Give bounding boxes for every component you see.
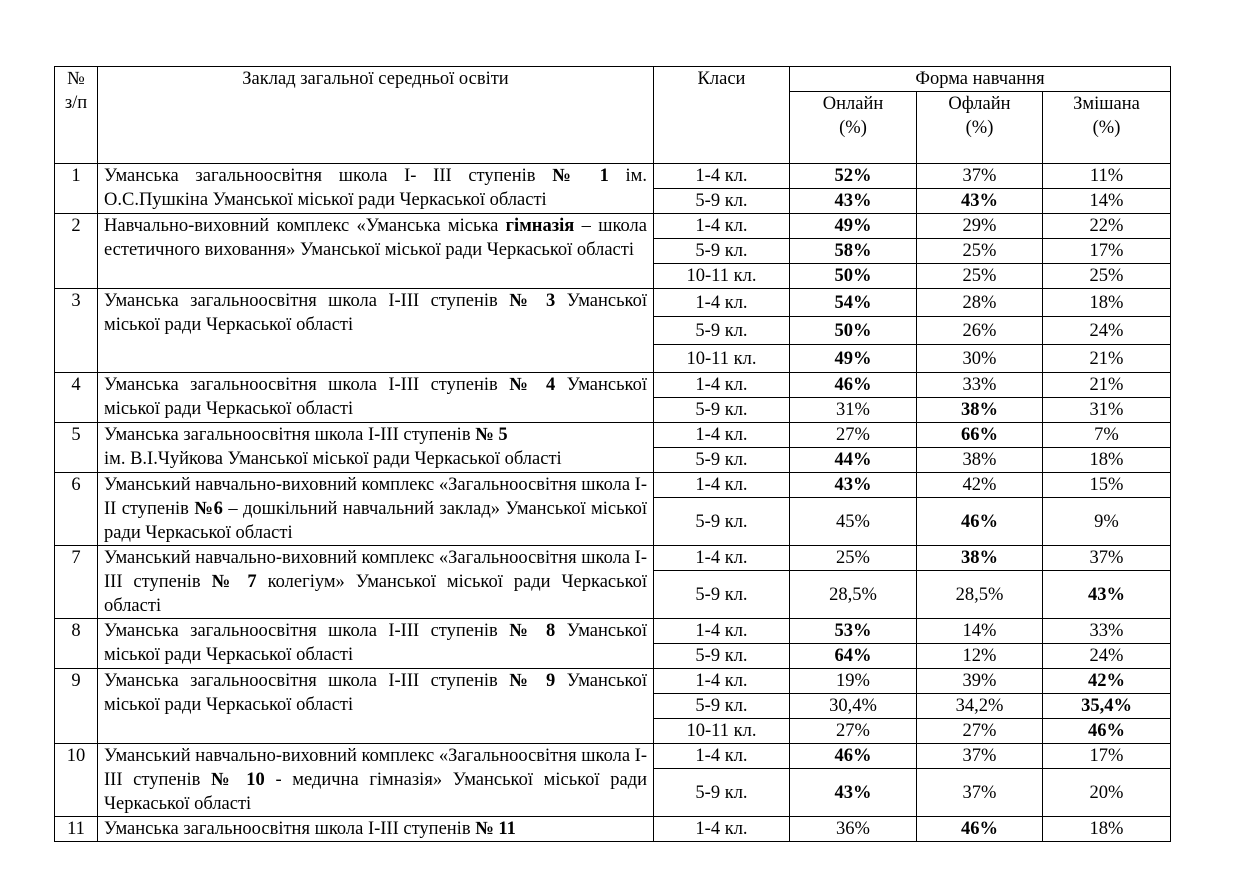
- table-row: [55, 473, 1171, 498]
- row-number: 4: [55, 373, 98, 423]
- online-percent: 45%: [790, 498, 917, 546]
- online-percent: 25%: [790, 546, 917, 571]
- school-name-part: - медична гімназія» Уманської міської ради Черкаської області: [104, 770, 648, 814]
- school-name-part: Уманська загальноосвітня школа І-ІІІ ступенів: [104, 291, 510, 311]
- school-name-part: ім. О.С.Пушкіна Уманської міської ради Черкаської області: [104, 166, 647, 210]
- offline-percent: 42%: [917, 473, 1043, 498]
- school-name-part: Уманська загальноосвітня школа І-ІІІ ступенів: [104, 375, 510, 395]
- offline-percent: 28%: [917, 289, 1043, 317]
- mixed-percent: 42%: [1043, 669, 1171, 694]
- online-percent: 50%: [790, 317, 917, 345]
- online-percent: 52%: [790, 164, 917, 189]
- grade-range: 1-4 кл.: [654, 669, 790, 694]
- offline-percent: 38%: [917, 448, 1043, 473]
- school-name: [98, 214, 654, 289]
- school-number: № 8: [509, 621, 556, 641]
- school-number: №6: [194, 499, 223, 519]
- mixed-percent: 18%: [1043, 289, 1171, 317]
- row-number: 6: [55, 473, 98, 546]
- offline-percent: 33%: [917, 373, 1043, 398]
- online-percent: 64%: [790, 644, 917, 669]
- mixed-percent: 17%: [1043, 239, 1171, 264]
- school-name-part: Уманська загальноосвітня школа І-ІІІ ступенів: [104, 621, 510, 641]
- school-name: [98, 373, 654, 423]
- online-percent: 36%: [790, 817, 917, 842]
- grade-range: 10-11 кл.: [654, 264, 790, 289]
- online-percent: 43%: [790, 769, 917, 817]
- grade-range: 1-4 кл.: [654, 373, 790, 398]
- header-school: Заклад загальної середньої освіти: [98, 67, 654, 164]
- header-mixed: Змішана (%): [1043, 92, 1171, 164]
- table-row: [55, 546, 1171, 571]
- online-percent: 58%: [790, 239, 917, 264]
- header-form-group: Форма навчання: [790, 67, 1171, 92]
- grade-range: 5-9 кл.: [654, 239, 790, 264]
- school-number: № 7: [211, 572, 257, 592]
- school-name-part: Навчально-виховний комплекс «Уманська міська: [104, 216, 506, 236]
- grade-range: 1-4 кл.: [654, 817, 790, 842]
- mixed-percent: 43%: [1043, 571, 1171, 619]
- row-number: 7: [55, 546, 98, 619]
- table-row: [55, 744, 1171, 769]
- school-name-part: – дошкільний навчальний заклад» Уманської міської ради Черкаської області: [104, 499, 647, 543]
- school-name-part: Уманської міської ради Черкаської області: [104, 621, 647, 665]
- table-row: [55, 214, 1171, 239]
- mixed-percent: 46%: [1043, 719, 1171, 744]
- table-row: [55, 817, 1171, 842]
- school-name-part: – школа естетичного виховання» Уманської міської ради Черкаської області: [104, 216, 647, 260]
- grade-range: 1-4 кл.: [654, 619, 790, 644]
- mixed-percent: 21%: [1043, 373, 1171, 398]
- grade-range: 5-9 кл.: [654, 571, 790, 619]
- school-name-part: Уманська загальноосвітня школа І-ІІІ ступенів: [104, 671, 510, 691]
- online-percent: 43%: [790, 189, 917, 214]
- mixed-percent: 37%: [1043, 546, 1171, 571]
- grade-range: 1-4 кл.: [654, 423, 790, 448]
- row-number: 1: [55, 164, 98, 214]
- mixed-percent: 9%: [1043, 498, 1171, 546]
- online-percent: 44%: [790, 448, 917, 473]
- grade-range: 1-4 кл.: [654, 473, 790, 498]
- online-percent: 19%: [790, 669, 917, 694]
- school-name: [98, 744, 654, 817]
- school-number: № 4: [509, 375, 556, 395]
- grade-range: 5-9 кл.: [654, 498, 790, 546]
- row-number: 2: [55, 214, 98, 289]
- school-name: [98, 546, 654, 619]
- grade-range: 5-9 кл.: [654, 189, 790, 214]
- online-percent: 50%: [790, 264, 917, 289]
- table-row: [55, 373, 1171, 398]
- mixed-percent: 11%: [1043, 164, 1171, 189]
- offline-percent: 46%: [917, 498, 1043, 546]
- school-name: [98, 289, 654, 373]
- school-name: [98, 473, 654, 546]
- grade-range: 5-9 кл.: [654, 317, 790, 345]
- online-percent: 31%: [790, 398, 917, 423]
- online-percent: 27%: [790, 423, 917, 448]
- online-percent: 49%: [790, 345, 917, 373]
- mixed-percent: 33%: [1043, 619, 1171, 644]
- table-header: [55, 67, 1171, 164]
- school-name-part: Уманський навчально-виховний комплекс «Загальноосвітня школа І-ІІ ступенів: [104, 475, 647, 519]
- school-name-part: Уманської міської ради Черкаської області: [104, 671, 647, 715]
- mixed-percent: 18%: [1043, 448, 1171, 473]
- school-number: № 5: [475, 425, 508, 445]
- row-number: 8: [55, 619, 98, 669]
- row-number: 10: [55, 744, 98, 817]
- online-percent: 28,5%: [790, 571, 917, 619]
- online-percent: 30,4%: [790, 694, 917, 719]
- school-name-part: Уманської міської ради Черкаської області: [104, 375, 647, 419]
- offline-percent: 34,2%: [917, 694, 1043, 719]
- online-percent: 46%: [790, 744, 917, 769]
- header-online: Онлайн (%): [790, 92, 917, 164]
- online-percent: 46%: [790, 373, 917, 398]
- offline-percent: 28,5%: [917, 571, 1043, 619]
- offline-percent: 26%: [917, 317, 1043, 345]
- school-name: [98, 669, 654, 744]
- grade-range: 1-4 кл.: [654, 214, 790, 239]
- school-name: [98, 619, 654, 669]
- mixed-percent: 31%: [1043, 398, 1171, 423]
- header-offline: Офлайн (%): [917, 92, 1043, 164]
- school-name: [98, 423, 654, 473]
- mixed-percent: 20%: [1043, 769, 1171, 817]
- grade-range: 1-4 кл.: [654, 289, 790, 317]
- online-percent: 54%: [790, 289, 917, 317]
- offline-percent: 39%: [917, 669, 1043, 694]
- offline-percent: 12%: [917, 644, 1043, 669]
- row-number: 5: [55, 423, 98, 473]
- mixed-percent: 22%: [1043, 214, 1171, 239]
- school-number: № 1: [552, 166, 609, 186]
- grade-range: 5-9 кл.: [654, 769, 790, 817]
- offline-percent: 25%: [917, 239, 1043, 264]
- offline-percent: 14%: [917, 619, 1043, 644]
- mixed-percent: 18%: [1043, 817, 1171, 842]
- offline-percent: 27%: [917, 719, 1043, 744]
- offline-percent: 37%: [917, 769, 1043, 817]
- school-name: [98, 164, 654, 214]
- school-number: № 10: [211, 770, 265, 790]
- school-number: № 9: [509, 671, 556, 691]
- table-row: [55, 289, 1171, 317]
- grade-range: 5-9 кл.: [654, 694, 790, 719]
- mixed-percent: 25%: [1043, 264, 1171, 289]
- school-name-part: Уманська загальноосвітня школа І-ІІІ ступенів: [104, 425, 476, 445]
- education-form-table: [54, 66, 1171, 842]
- offline-percent: 29%: [917, 214, 1043, 239]
- mixed-percent: 24%: [1043, 317, 1171, 345]
- table-row: [55, 423, 1171, 448]
- offline-percent: 37%: [917, 744, 1043, 769]
- grade-range: 5-9 кл.: [654, 644, 790, 669]
- school-name-part: колегіум» Уманської міської ради Черкаської області: [104, 572, 648, 616]
- row-number: 9: [55, 669, 98, 744]
- table-body: [55, 164, 1171, 842]
- mixed-percent: 14%: [1043, 189, 1171, 214]
- offline-percent: 46%: [917, 817, 1043, 842]
- header-grades: Класи: [654, 67, 790, 164]
- offline-percent: 38%: [917, 546, 1043, 571]
- grade-range: 1-4 кл.: [654, 744, 790, 769]
- offline-percent: 66%: [917, 423, 1043, 448]
- table-row: [55, 619, 1171, 644]
- row-number: 11: [55, 817, 98, 842]
- mixed-percent: 21%: [1043, 345, 1171, 373]
- grade-range: 5-9 кл.: [654, 448, 790, 473]
- grade-range: 1-4 кл.: [654, 546, 790, 571]
- mixed-percent: 15%: [1043, 473, 1171, 498]
- row-number: 3: [55, 289, 98, 373]
- school-name-part: Уманської міської ради Черкаської області: [104, 291, 647, 335]
- school-name: [98, 817, 654, 842]
- offline-percent: 38%: [917, 398, 1043, 423]
- grade-range: 5-9 кл.: [654, 398, 790, 423]
- mixed-percent: 35,4%: [1043, 694, 1171, 719]
- mixed-percent: 7%: [1043, 423, 1171, 448]
- school-name-part: Уманський навчально-виховний комплекс «Загальноосвітня школа І-ІІІ ступенів: [104, 548, 647, 592]
- school-number: № 11: [475, 819, 516, 839]
- offline-percent: 37%: [917, 164, 1043, 189]
- offline-percent: 43%: [917, 189, 1043, 214]
- header-number: № з/п: [55, 67, 98, 164]
- grade-range: 1-4 кл.: [654, 164, 790, 189]
- school-number: № 3: [509, 291, 556, 311]
- table-row: [55, 669, 1171, 694]
- online-percent: 43%: [790, 473, 917, 498]
- grade-range: 10-11 кл.: [654, 345, 790, 373]
- grade-range: 10-11 кл.: [654, 719, 790, 744]
- offline-percent: 25%: [917, 264, 1043, 289]
- school-name-part: Уманська загальноосвітня школа І-ІІІ ступенів: [104, 819, 476, 839]
- mixed-percent: 17%: [1043, 744, 1171, 769]
- mixed-percent: 24%: [1043, 644, 1171, 669]
- table-row: [55, 164, 1171, 189]
- school-number: гімназія: [505, 216, 575, 236]
- online-percent: 53%: [790, 619, 917, 644]
- school-name-part: Уманський навчально-виховний комплекс «Загальноосвітня школа І-ІІІ ступенів: [104, 746, 647, 790]
- school-name-part: ім. В.І.Чуйкова Уманської міської ради Черкаської області: [104, 449, 562, 469]
- online-percent: 27%: [790, 719, 917, 744]
- school-name-part: Уманська загальноосвітня школа І- ІІІ ступенів: [104, 166, 553, 186]
- offline-percent: 30%: [917, 345, 1043, 373]
- online-percent: 49%: [790, 214, 917, 239]
